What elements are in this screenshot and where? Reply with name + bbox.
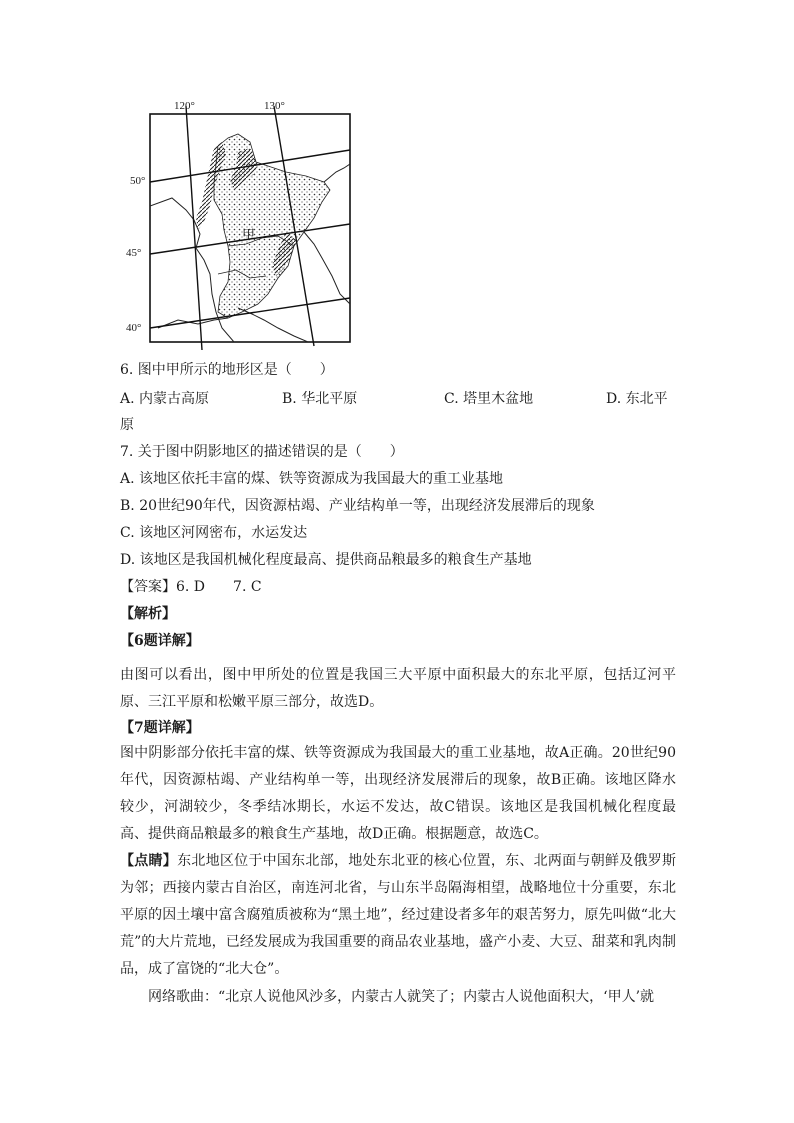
northeast-china-map: [118, 98, 358, 350]
dianjing-body: 东北地区位于中国东北部，地处东北亚的核心位置，东、北两面与朝鲜及俄罗斯为邻；西接内蒙古自治区，南连河北省，与山东半岛隔海相望，战略地位十分重要，东北平原的因土壤中富含腐殖质被称为“黑土地”，经过建设者多年的艰苦努力，原先叫做“北大荒”的大片荒地，已经发展成为我国重要的商品农业基地，盛产小麦、大豆、甜菜和乳肉制品，成了富饶的“北大仓”。: [120, 853, 677, 977]
q7-option-c: C. 该地区河网密布，水运发达: [120, 525, 308, 541]
lon-label-120: 120°: [174, 100, 195, 112]
q6-option-a: A. 内蒙古高原: [120, 391, 210, 407]
q7-stem: 7. 关于图中阴影地区的描述错误的是（ ）: [120, 444, 404, 460]
q7-option-b: B. 20世纪90年代，因资源枯竭、产业结构单一等，出现经济发展滞后的现象: [120, 498, 595, 514]
q7-detail-heading: 【7题详解】: [120, 720, 200, 736]
q6-option-c: C. 塔里木盆地: [444, 391, 534, 407]
analysis-heading: 【解析】: [120, 606, 176, 622]
q6-option-d-wrap: 原: [120, 417, 134, 433]
q7-detail-body: 图中阴影部分依托丰富的煤、铁等资源成为我国最大的重工业基地，故A正确。20世纪90年代，因资源枯竭、产业结构单一等，出现经济发展滞后的现象，故B正确。该地区降水较少，河湖较少，冬季结冰期长，水运不发达，故C错误。该地区是我国机械化程度最高、提供商品粮最多的粮食生产基地，故D正确。根据题意，故选C。: [120, 745, 676, 842]
dianjing-paragraph: [120, 848, 676, 983]
q6-option-d: D. 东北平: [606, 391, 668, 407]
song-line: 网络歌曲：“北京人说他风沙多，内蒙古人就笑了；内蒙古人说他面积大，‘甲人’就: [148, 989, 655, 1005]
q6-detail-heading: 【6题详解】: [120, 633, 200, 649]
answer-line: 【答案】6. D 7. C: [120, 579, 262, 595]
lat-label-50: 50°: [130, 175, 146, 187]
q6-option-b: B. 华北平原: [282, 391, 358, 407]
q7-option-a: A. 该地区依托丰富的煤、铁等资源成为我国最大的重工业基地: [120, 471, 504, 487]
map-figure: [118, 98, 358, 350]
dianjing-heading: 【点睛】: [120, 853, 178, 869]
lat-label-45: 45°: [126, 247, 142, 259]
lon-label-130: 130°: [264, 100, 285, 112]
q7-option-d: D. 该地区是我国机械化程度最高、提供商品粮最多的粮食生产基地: [120, 552, 532, 568]
region-label-jia: 甲: [242, 227, 256, 242]
lat-label-40: 40°: [126, 322, 142, 334]
q6-stem: 6. 图中甲所示的地形区是（ ）: [120, 362, 334, 378]
q6-detail-body: 由图可以看出，图中甲所处的位置是我国三大平原中面积最大的东北平原，包括辽河平原、三江平原和松嫩平原三部分，故选D。: [120, 667, 676, 710]
